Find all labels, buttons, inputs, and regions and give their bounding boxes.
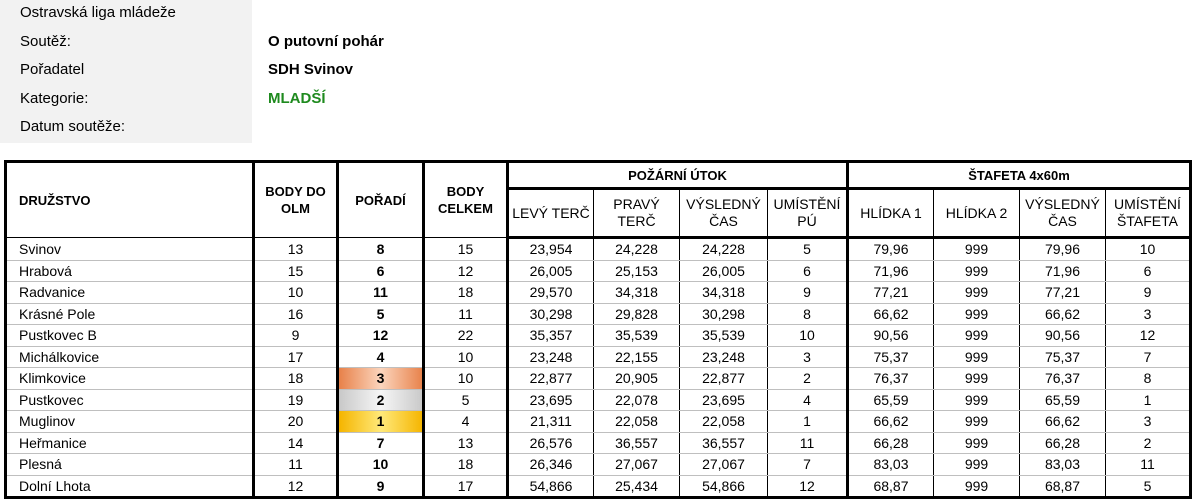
cell-team-name: Hrabová xyxy=(6,260,254,282)
cell-levy-terc: 22,877 xyxy=(508,368,594,390)
table-row xyxy=(6,368,1191,390)
cell-poradi: 6 xyxy=(338,260,424,282)
cell-vysledny-cas-utok: 35,539 xyxy=(680,325,768,347)
results-table xyxy=(4,160,1192,499)
table-row xyxy=(6,238,1191,261)
cell-umisteni-pu: 3 xyxy=(768,346,848,368)
competition-value: O putovní pohár xyxy=(268,33,384,50)
cell-umisteni-stafeta: 10 xyxy=(1106,238,1191,261)
cell-umisteni-stafeta: 9 xyxy=(1106,282,1191,304)
cell-body-olm: 15 xyxy=(254,260,338,282)
table-row xyxy=(6,411,1191,433)
cell-poradi: 4 xyxy=(338,346,424,368)
cell-poradi: 12 xyxy=(338,325,424,347)
cell-poradi: 8 xyxy=(338,238,424,261)
cell-vysledny-cas-stafeta: 65,59 xyxy=(1020,389,1106,411)
cell-hlidka-1: 76,37 xyxy=(848,368,934,390)
cell-vysledny-cas-utok: 22,877 xyxy=(680,368,768,390)
table-row xyxy=(6,389,1191,411)
cell-team-name: Pustkovec B xyxy=(6,325,254,347)
cell-hlidka-2: 999 xyxy=(934,389,1020,411)
cell-umisteni-stafeta: 6 xyxy=(1106,260,1191,282)
cell-hlidka-2: 999 xyxy=(934,411,1020,433)
col-header-body-celkem: BODY CELKEM xyxy=(424,162,508,238)
cell-vysledny-cas-stafeta: 79,96 xyxy=(1020,238,1106,261)
cell-hlidka-2: 999 xyxy=(934,432,1020,454)
col-header-poradi: POŘADÍ xyxy=(338,162,424,238)
cell-umisteni-stafeta: 3 xyxy=(1106,303,1191,325)
cell-umisteni-pu: 5 xyxy=(768,238,848,261)
cell-body-olm: 9 xyxy=(254,325,338,347)
cell-body-celkem: 15 xyxy=(424,238,508,261)
cell-hlidka-2: 999 xyxy=(934,346,1020,368)
cell-team-name: Pustkovec xyxy=(6,389,254,411)
cell-team-name: Svinov xyxy=(6,238,254,261)
cell-vysledny-cas-utok: 30,298 xyxy=(680,303,768,325)
cell-body-celkem: 10 xyxy=(424,368,508,390)
cell-umisteni-pu: 6 xyxy=(768,260,848,282)
cell-umisteni-stafeta: 2 xyxy=(1106,432,1191,454)
cell-pravy-terc: 22,058 xyxy=(594,411,680,433)
col-header-levy-terc: LEVÝ TERČ xyxy=(508,189,594,238)
cell-pravy-terc: 36,557 xyxy=(594,432,680,454)
cell-umisteni-pu: 1 xyxy=(768,411,848,433)
cell-body-celkem: 18 xyxy=(424,454,508,476)
cell-body-olm: 20 xyxy=(254,411,338,433)
table-row xyxy=(6,260,1191,282)
competition-label: Soutěž: xyxy=(20,33,71,50)
cell-body-celkem: 5 xyxy=(424,389,508,411)
category-label: Kategorie: xyxy=(20,90,89,107)
cell-team-name: Plesná xyxy=(6,454,254,476)
cell-vysledny-cas-stafeta: 90,56 xyxy=(1020,325,1106,347)
cell-levy-terc: 23,954 xyxy=(508,238,594,261)
cell-umisteni-stafeta: 12 xyxy=(1106,325,1191,347)
cell-levy-terc: 26,005 xyxy=(508,260,594,282)
cell-pravy-terc: 29,828 xyxy=(594,303,680,325)
cell-poradi: 9 xyxy=(338,475,424,498)
cell-body-celkem: 12 xyxy=(424,260,508,282)
cell-body-olm: 19 xyxy=(254,389,338,411)
cell-body-celkem: 22 xyxy=(424,325,508,347)
cell-umisteni-pu: 10 xyxy=(768,325,848,347)
cell-umisteni-pu: 9 xyxy=(768,282,848,304)
cell-poradi: 10 xyxy=(338,454,424,476)
group-header-utok: POŽÁRNÍ ÚTOK xyxy=(508,162,848,189)
cell-umisteni-pu: 11 xyxy=(768,432,848,454)
cell-levy-terc: 23,695 xyxy=(508,389,594,411)
cell-vysledny-cas-stafeta: 77,21 xyxy=(1020,282,1106,304)
cell-team-name: Klimkovice xyxy=(6,368,254,390)
cell-vysledny-cas-utok: 22,058 xyxy=(680,411,768,433)
cell-body-olm: 17 xyxy=(254,346,338,368)
table-row xyxy=(6,282,1191,304)
cell-levy-terc: 26,576 xyxy=(508,432,594,454)
cell-pravy-terc: 20,905 xyxy=(594,368,680,390)
cell-vysledny-cas-utok: 54,866 xyxy=(680,475,768,498)
cell-levy-terc: 23,248 xyxy=(508,346,594,368)
category-value: MLADŠÍ xyxy=(268,90,326,107)
cell-vysledny-cas-utok: 23,695 xyxy=(680,389,768,411)
cell-vysledny-cas-utok: 27,067 xyxy=(680,454,768,476)
cell-hlidka-1: 75,37 xyxy=(848,346,934,368)
cell-hlidka-1: 66,28 xyxy=(848,432,934,454)
cell-body-celkem: 10 xyxy=(424,346,508,368)
cell-body-olm: 16 xyxy=(254,303,338,325)
table-row xyxy=(6,475,1191,498)
cell-pravy-terc: 25,434 xyxy=(594,475,680,498)
col-header-umisteni-pu: UMÍSTĚNÍ PÚ xyxy=(768,189,848,238)
cell-pravy-terc: 25,153 xyxy=(594,260,680,282)
cell-pravy-terc: 22,078 xyxy=(594,389,680,411)
col-header-hlidka-2: HLÍDKA 2 xyxy=(934,189,1020,238)
cell-pravy-terc: 22,155 xyxy=(594,346,680,368)
cell-body-olm: 10 xyxy=(254,282,338,304)
cell-body-olm: 11 xyxy=(254,454,338,476)
cell-vysledny-cas-stafeta: 66,28 xyxy=(1020,432,1106,454)
cell-hlidka-1: 79,96 xyxy=(848,238,934,261)
cell-hlidka-2: 999 xyxy=(934,475,1020,498)
cell-hlidka-1: 90,56 xyxy=(848,325,934,347)
table-row xyxy=(6,432,1191,454)
cell-body-celkem: 13 xyxy=(424,432,508,454)
cell-body-celkem: 18 xyxy=(424,282,508,304)
cell-hlidka-2: 999 xyxy=(934,454,1020,476)
cell-poradi: 7 xyxy=(338,432,424,454)
cell-hlidka-2: 999 xyxy=(934,325,1020,347)
cell-team-name: Heřmanice xyxy=(6,432,254,454)
cell-hlidka-1: 65,59 xyxy=(848,389,934,411)
cell-pravy-terc: 34,318 xyxy=(594,282,680,304)
cell-pravy-terc: 24,228 xyxy=(594,238,680,261)
cell-team-name: Muglinov xyxy=(6,411,254,433)
cell-levy-terc: 29,570 xyxy=(508,282,594,304)
table-row xyxy=(6,303,1191,325)
table-row xyxy=(6,454,1191,476)
cell-vysledny-cas-utok: 23,248 xyxy=(680,346,768,368)
cell-hlidka-1: 71,96 xyxy=(848,260,934,282)
cell-poradi: 2 xyxy=(338,389,424,411)
cell-hlidka-2: 999 xyxy=(934,282,1020,304)
cell-umisteni-stafeta: 5 xyxy=(1106,475,1191,498)
cell-vysledny-cas-stafeta: 68,87 xyxy=(1020,475,1106,498)
cell-body-olm: 13 xyxy=(254,238,338,261)
col-header-team: DRUŽSTVO xyxy=(6,162,254,238)
organizer-value: SDH Svinov xyxy=(268,61,354,78)
col-header-body-olm: BODY DO OLM xyxy=(254,162,338,238)
cell-levy-terc: 35,357 xyxy=(508,325,594,347)
cell-hlidka-2: 999 xyxy=(934,368,1020,390)
league-name: Ostravská liga mládeže xyxy=(20,4,176,21)
cell-body-celkem: 4 xyxy=(424,411,508,433)
cell-team-name: Michálkovice xyxy=(6,346,254,368)
cell-hlidka-1: 66,62 xyxy=(848,303,934,325)
cell-vysledny-cas-utok: 26,005 xyxy=(680,260,768,282)
cell-vysledny-cas-utok: 24,228 xyxy=(680,238,768,261)
col-header-vysledny-cas-stafeta: VÝSLEDNÝ ČAS xyxy=(1020,189,1106,238)
cell-vysledny-cas-utok: 34,318 xyxy=(680,282,768,304)
date-label: Datum soutěže: xyxy=(20,118,126,135)
organizer-label: Pořadatel xyxy=(20,61,85,78)
cell-team-name: Radvanice xyxy=(6,282,254,304)
cell-body-olm: 12 xyxy=(254,475,338,498)
col-header-hlidka-1: HLÍDKA 1 xyxy=(848,189,934,238)
cell-vysledny-cas-stafeta: 66,62 xyxy=(1020,303,1106,325)
cell-pravy-terc: 35,539 xyxy=(594,325,680,347)
cell-hlidka-1: 66,62 xyxy=(848,411,934,433)
cell-body-olm: 18 xyxy=(254,368,338,390)
cell-levy-terc: 26,346 xyxy=(508,454,594,476)
cell-pravy-terc: 27,067 xyxy=(594,454,680,476)
cell-poradi: 1 xyxy=(338,411,424,433)
results-table-body xyxy=(6,238,1191,498)
cell-hlidka-1: 77,21 xyxy=(848,282,934,304)
cell-vysledny-cas-utok: 36,557 xyxy=(680,432,768,454)
cell-vysledny-cas-stafeta: 75,37 xyxy=(1020,346,1106,368)
cell-poradi: 3 xyxy=(338,368,424,390)
cell-body-celkem: 17 xyxy=(424,475,508,498)
cell-hlidka-2: 999 xyxy=(934,238,1020,261)
cell-hlidka-2: 999 xyxy=(934,260,1020,282)
cell-hlidka-2: 999 xyxy=(934,303,1020,325)
cell-umisteni-stafeta: 8 xyxy=(1106,368,1191,390)
cell-umisteni-stafeta: 11 xyxy=(1106,454,1191,476)
cell-levy-terc: 21,311 xyxy=(508,411,594,433)
cell-hlidka-1: 83,03 xyxy=(848,454,934,476)
group-header-stafeta: ŠTAFETA 4x60m xyxy=(848,162,1191,189)
col-header-pravy-terc: PRAVÝ TERČ xyxy=(594,189,680,238)
cell-umisteni-pu: 8 xyxy=(768,303,848,325)
cell-umisteni-stafeta: 7 xyxy=(1106,346,1191,368)
table-row xyxy=(6,346,1191,368)
cell-body-olm: 14 xyxy=(254,432,338,454)
cell-vysledny-cas-stafeta: 66,62 xyxy=(1020,411,1106,433)
table-row xyxy=(6,325,1191,347)
cell-poradi: 5 xyxy=(338,303,424,325)
col-header-umisteni-stafeta: UMÍSTĚNÍ ŠTAFETA xyxy=(1106,189,1191,238)
cell-umisteni-pu: 12 xyxy=(768,475,848,498)
cell-umisteni-stafeta: 1 xyxy=(1106,389,1191,411)
cell-team-name: Dolní Lhota xyxy=(6,475,254,498)
cell-levy-terc: 30,298 xyxy=(508,303,594,325)
cell-poradi: 11 xyxy=(338,282,424,304)
cell-umisteni-stafeta: 3 xyxy=(1106,411,1191,433)
cell-vysledny-cas-stafeta: 76,37 xyxy=(1020,368,1106,390)
cell-umisteni-pu: 7 xyxy=(768,454,848,476)
cell-vysledny-cas-stafeta: 71,96 xyxy=(1020,260,1106,282)
cell-umisteni-pu: 2 xyxy=(768,368,848,390)
cell-umisteni-pu: 4 xyxy=(768,389,848,411)
cell-vysledny-cas-stafeta: 83,03 xyxy=(1020,454,1106,476)
cell-hlidka-1: 68,87 xyxy=(848,475,934,498)
col-header-vysledny-cas-utok: VÝSLEDNÝ ČAS xyxy=(680,189,768,238)
cell-team-name: Krásné Pole xyxy=(6,303,254,325)
cell-body-celkem: 11 xyxy=(424,303,508,325)
cell-levy-terc: 54,866 xyxy=(508,475,594,498)
